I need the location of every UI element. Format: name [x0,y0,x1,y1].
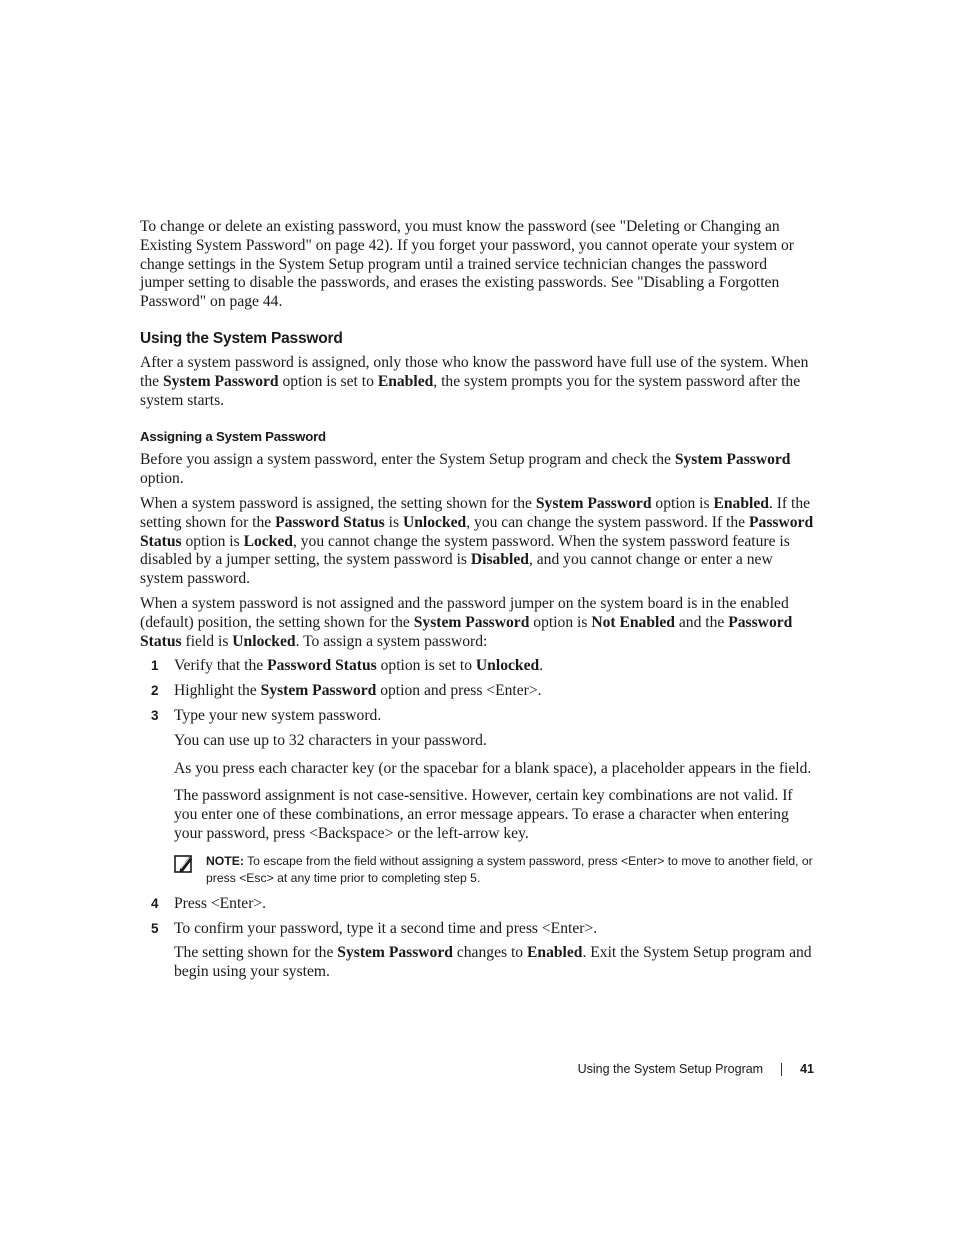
section-heading: Using the System Password [140,329,343,347]
step-1: 1 Verify that the Password Status option is set to Unlocked. [151,657,544,675]
step-3-detail-2: As you press each character key (or the spacebar for a blank space), a placeholder appears in the field. [174,759,812,777]
step-2: 2 Highlight the System Password option and press <Enter>. [151,682,542,700]
subsection-paragraph-1: Before you assign a system password, enter the System Setup program and check the System Password option. [140,451,791,488]
step-number: 3 [151,707,159,723]
step-3-detail-1: You can use up to 32 characters in your password. [174,731,487,749]
note-label: NOTE: [206,853,244,868]
step-5: 5 To confirm your password, type it a second time and press <Enter>. [151,919,598,937]
note-block [140,853,815,887]
footer-divider [781,1063,782,1076]
step-5-detail: The setting shown for the System Password changes to Enabled. Exit the System Setup program and begin using your system. [174,944,812,981]
step-number: 2 [151,683,159,699]
step-3-detail-3: The password assignment is not case-sensitive. However, certain key combinations are not valid. If you enter one of these combinations, an error message appears. To erase a character when entering your password, press <Backspace> or the left-arrow key. [174,787,793,842]
step-4: 4 Press <Enter>. [151,894,267,912]
section-paragraph: After a system password is assigned, only those who know the password have full use of the system. When the System Password option is set to Enabled, the system prompts you for the system password after the system starts. [140,353,809,409]
footer-chapter-title: Using the System Setup Program [577,1062,764,1076]
page-footer [578,1062,814,1076]
step-number: 1 [151,658,159,674]
subsection-paragraph-3: When a system password is not assigned and the password jumper on the system board is in the enabled (default) position, the setting shown for the System Password option is Not Enabled and the Password Status field is Unlocked. To assign a system password: [140,594,793,650]
subsection-paragraph-2: When a system password is assigned, the setting shown for the System Password option is Enabled. If the setting shown for the Password Status is Unlocked, you can change the system password. If the Password Status option is Locked, you cannot change the system password. When the system password feature is disabled by a jumper setting, the system password is Disabled, and you cannot change or enter a new system password. [140,494,814,588]
intro-paragraph: To change or delete an existing password, you must know the password (see "Deleting or Changing an Existing System Password" on page 42). If you forget your password, you cannot operate your system or change settings in the System Setup program until a trained service technician changes the password jumper setting to disable the passwords, and erases the existing passwords. See "Disabling a Forgotten Password" on page 44. [140,218,794,311]
pencil-note-icon [174,854,194,874]
step-number: 4 [151,895,159,911]
page-number: 41 [800,1062,814,1076]
note-text: To escape from the field without assigning a system password, press <Enter> to move to another field, or press <Esc> at any time prior to completing step 5. [206,853,813,885]
step-3: 3 Type your new system password. [151,706,382,724]
subsection-heading: Assigning a System Password [140,429,326,445]
step-number: 5 [151,920,159,936]
page-body [140,218,815,982]
